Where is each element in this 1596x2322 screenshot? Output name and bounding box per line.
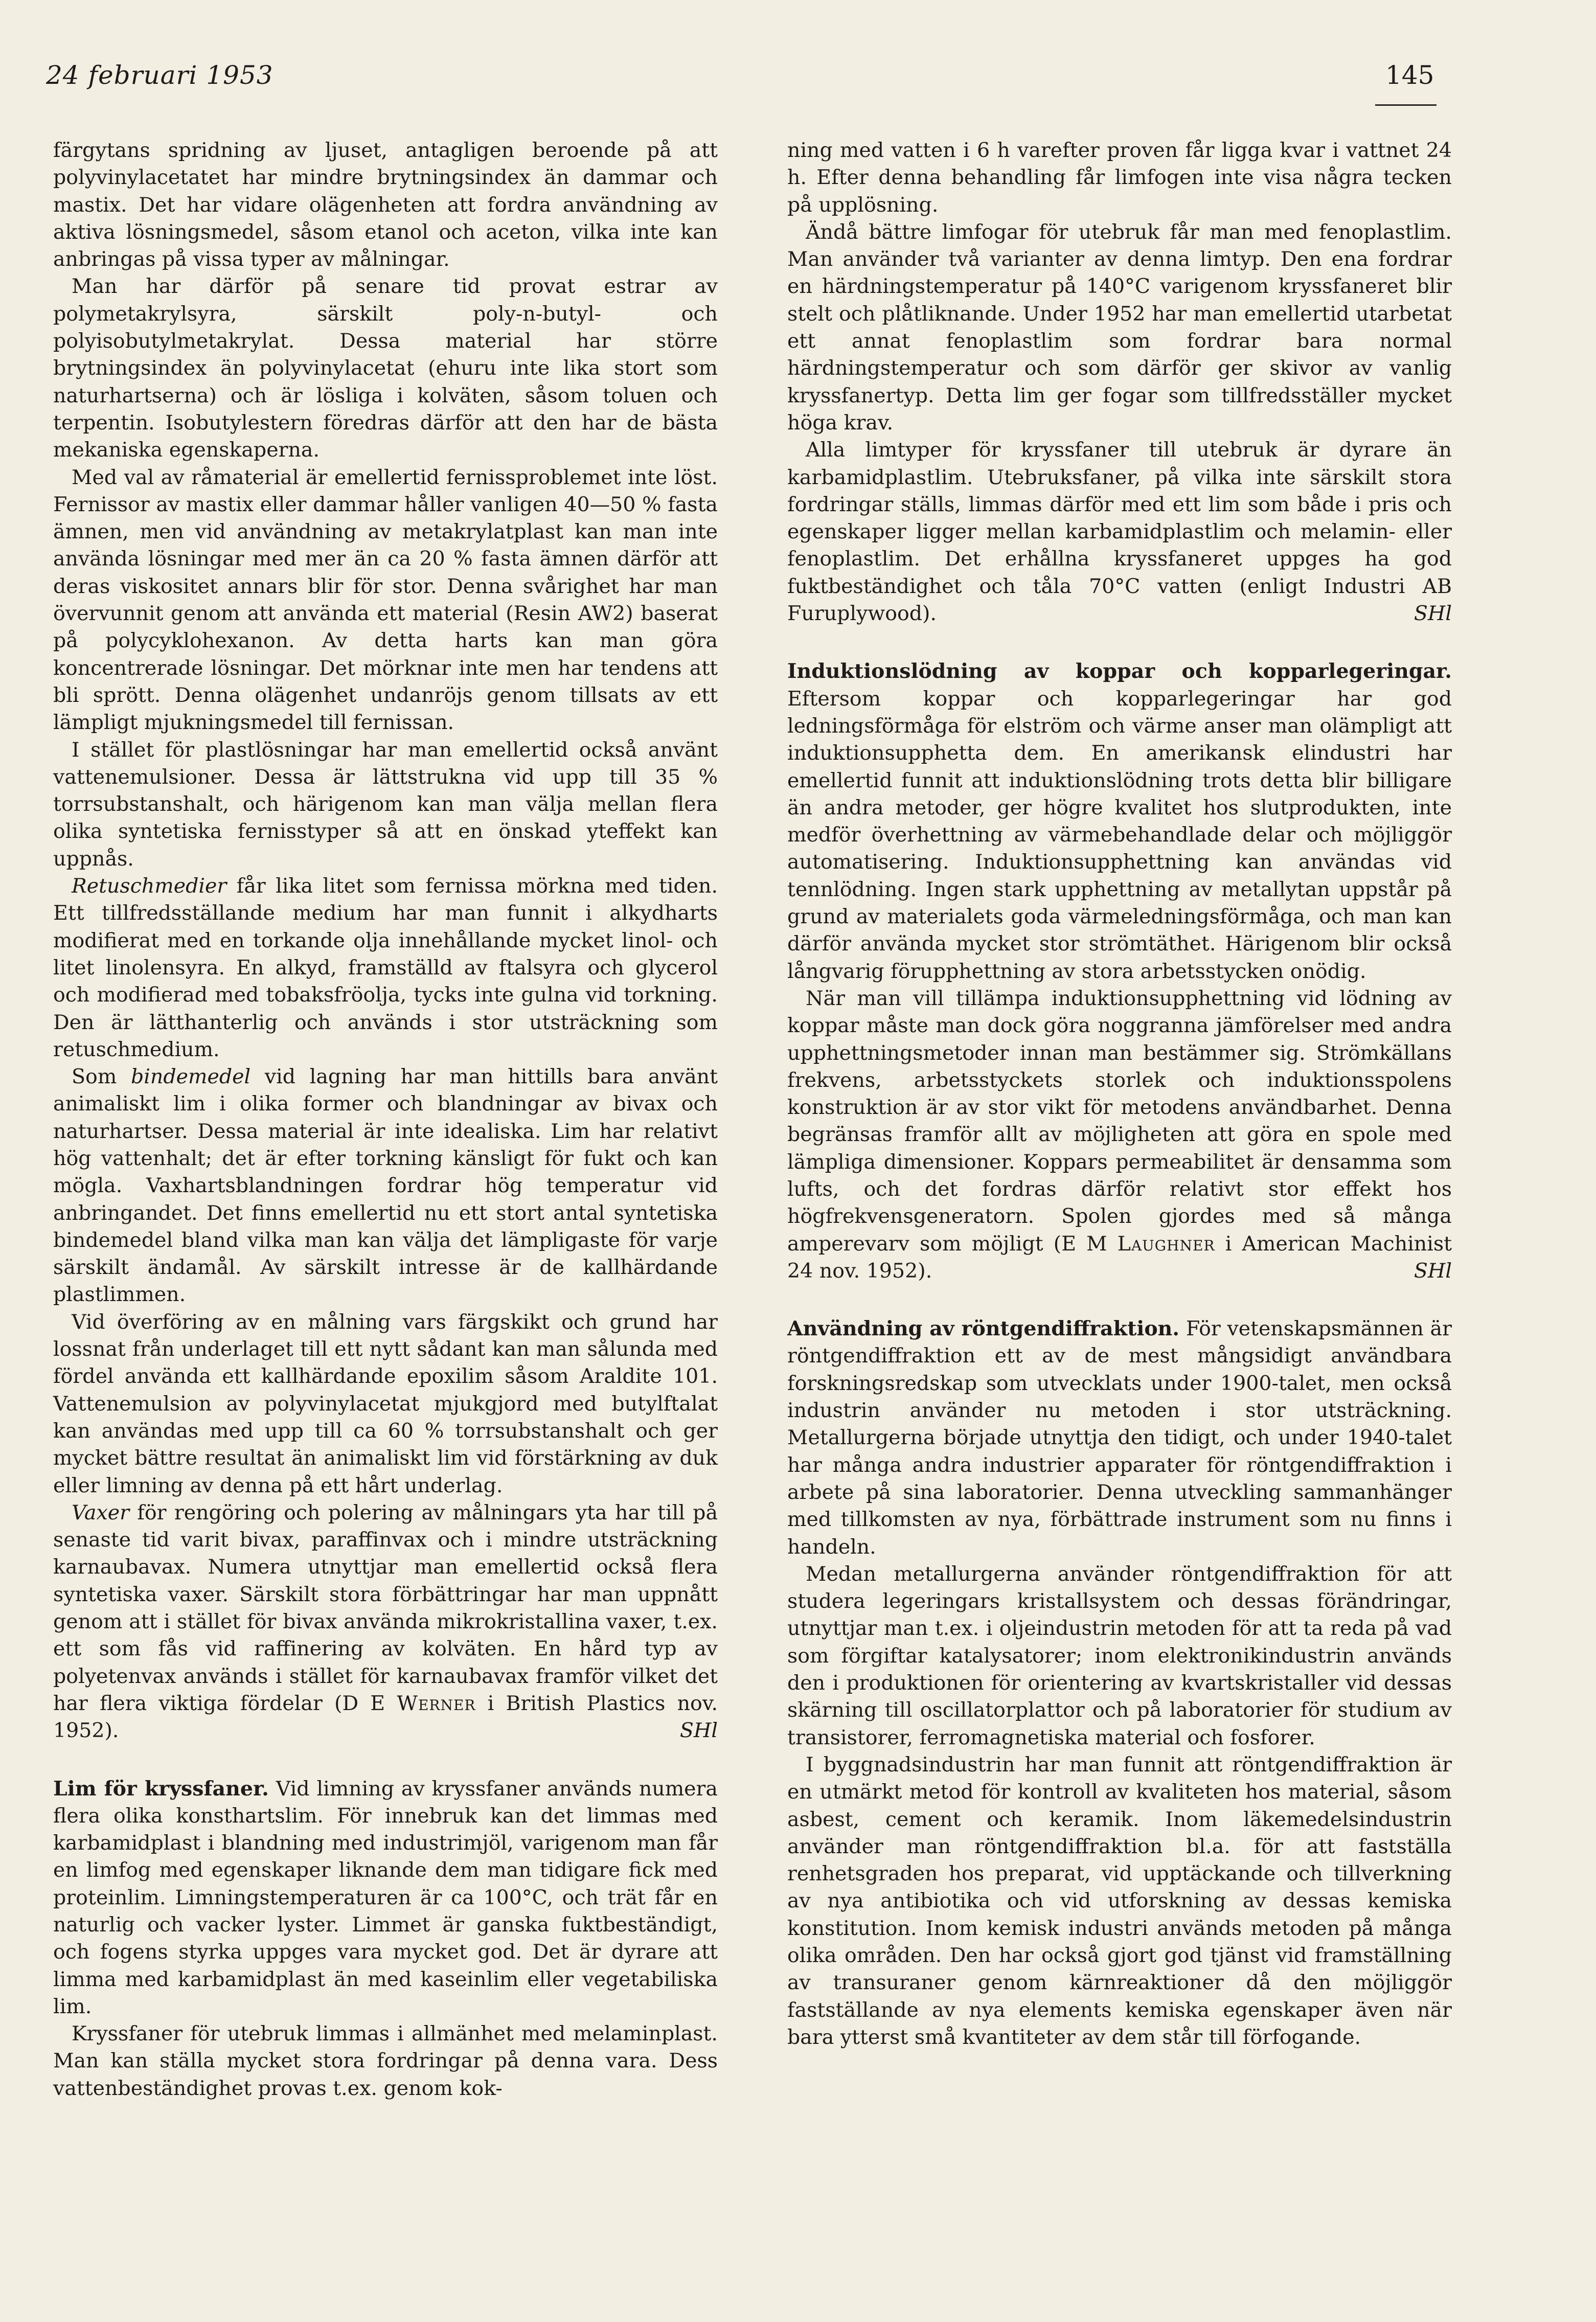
signature: SHl	[679, 1719, 718, 1743]
section-heading: Användning av röntgendiffraktion.	[787, 1317, 1180, 1341]
paragraph-text: för rengöring och polering av målningars yta har till på senaste tid varit bivax, paraffinvax och i mindre utsträckning karnaubavax. Numera utnyttjar man emellertid också flera syntetiska vaxer. Särskilt stora förbättringar har man uppnått genom att i stället för bivax använda mikrokristallina vaxer, t.ex. ett som fås vid raffinering av kolväten. En hård typ av polyetenvax används i stället för karnaubavax framför vilket det har flera viktiga fördelar (D E	[53, 1500, 718, 1715]
section-gap	[787, 627, 1452, 658]
author-name: Werner	[397, 1691, 476, 1715]
author-name: Laughner	[1117, 1232, 1215, 1256]
paragraph: färgytans spridning av ljuset, antagligen beroende på att polyvinylacetatet har mindre brytningsindex än dammar och mastix. Det har vidare olägenheten att fordra användning av aktiva lösningsmedel, såsom etanol och aceton, vilka inte kan anbringas på vissa typer av målningar.	[53, 139, 718, 271]
section-gap	[787, 1285, 1452, 1315]
paragraph: Man har därför på senare tid provat estrar av polymetakrylsyra, särskilt poly-n-butyl- och polyisobutylmetakrylat. Dessa material har större brytningsindex än polyvinylacetat (ehuru inte lika stort som naturhartserna) och är lösliga i kolväten, såsom toluen och terpentin. Isobutylestern föredras därför att den har de bästa mekaniska egenskaperna.	[53, 275, 718, 462]
term: Vaxer	[72, 1500, 129, 1524]
section-heading: Lim för kryssfaner.	[53, 1777, 269, 1801]
header-rule	[1375, 104, 1437, 106]
paragraph: I stället för plastlösningar har man emellertid också använt vattenemulsioner. Dessa är lättstrukna vid upp till 35 % torrsubstanshalt, och härigenom kan man välja mellan flera olika syntetiska fernisstyper så att en önskad yteffekt kan uppnås.	[53, 738, 718, 871]
paragraph	[787, 658, 1452, 985]
paragraph	[787, 437, 1452, 627]
paragraph: Kryssfaner för utebruk limmas i allmänhet med melaminplast. Man kan ställa mycket stora fordringar på denna vara. Dess vattenbeständighet provas t.ex. genom kok-	[53, 2022, 718, 2100]
paragraph-text: Som	[72, 1065, 131, 1089]
paragraph	[53, 873, 718, 1063]
paragraph: Medan metallurgerna använder röntgendiffraktion för att studera legeringars kristallsystem och dessas förändringar, utnyttjar man t.ex. i oljeindustrin metoden för att ta reda på vad som förgiftar katalysatorer; inom elektronikindustrin används den i produktionen för orientering av kvartskristaller vid dessas skärning till oscillatorplattor och på laboratorier för studium av transistorer, ferromagnetiska material och fosforer.	[787, 1562, 1452, 1749]
paragraph-text: För vetenskapsmännen är röntgendiffraktion ett av de mest mångsidigt användbara forskningsredskap som utvecklats under 1900-talet, men också industrin använder nu metoden i stor utsträckning. Metallurgerna började utnyttja den tidigt, och under 1940-talet har många andra industrier apparater för röntgendiffraktion i arbete på sina laboratorier. Denna utveckling sammanhänger med tillkomsten av nya, förbättrade instrument som nu finns i handeln.	[787, 1317, 1452, 1559]
left-column	[53, 137, 718, 2102]
right-column	[787, 137, 1452, 2051]
term: Retuschmedier	[72, 874, 227, 898]
section-gap	[53, 1745, 718, 1775]
signature: SHl	[1413, 1259, 1452, 1283]
term: bindemedel	[130, 1065, 251, 1089]
paragraph: Med val av råmaterial är emellertid fernissproblemet inte löst. Fernissor av mastix eller dammar håller vanligen 40—50 % fasta ämnen, men vid användning av metakrylatplast kan man inte använda lösningar med mer än ca 20 % fasta ämnen därför att deras viskositet annars blir för stor. Denna svårighet har man övervunnit genom att använda ett material (Resin AW2) baserat på polycyklohexanon. Av detta harts kan man göra koncentrerade lösningar. Det mörknar inte men har tendens att bli sprött. Denna olägenhet undanröjs genom tillsats av ett lämpligt mjukningsmedel till fernissan.	[53, 465, 718, 735]
paragraph-text: i British Plastics nov. 1952).	[53, 1691, 718, 1743]
paragraph	[787, 985, 1452, 1285]
signature: SHl	[1413, 602, 1452, 626]
paragraph-text: Alla limtyper för kryssfaner till utebruk är dyrare än karbamidplastlim. Utebruksfaner, på vilka inte särskilt stora fordringar ställs, limmas därför med ett lim som både i pris och egenskaper ligger mellan karbamidplastlim och melamin- eller fenoplastlim. Det erhållna kryssfaneret uppges ha god fuktbeständighet och tåla 70°C vatten (enligt Industri AB Furuplywood).	[787, 438, 1452, 626]
paragraph-text: får lika litet som fernissa mörkna med tiden. Ett tillfredsställande medium har man funnit i alkydharts modifierat med en torkande olja innehållande mycket linol- och litet linolensyra. En alkyd, framställd av ftalsyra och glycerol och modifierad med tobaksfröolja, tycks inte gulna vid torkning. Den är lätthanterlig och används i stor utsträckning som retuschmedium.	[53, 874, 718, 1061]
paragraph	[53, 1499, 718, 1745]
paragraph	[53, 1775, 718, 2021]
paragraph-text: i American Machinist 24 nov. 1952).	[787, 1232, 1452, 1283]
paragraph: Vid överföring av en målning vars färgskikt och grund har lossnat från underlaget till ett nytt sådant kan man sålunda med fördel använda ett kallhärdande epoxilim såsom Araldite 101. Vattenemulsion av polyvinylacetat mjukgjord med butylftalat kan användas med upp till ca 60 % torrsubstanshalt och ger mycket bättre resultat än animaliskt lim vid förstärkning av duk eller limning av denna på ett hårt underlag.	[53, 1310, 718, 1497]
paragraph-text: Eftersom koppar och kopparlegeringar har god ledningsförmåga för elström och värme anser man olämpligt att induktionsupphetta dem. En amerikansk elindustri har emellertid funnit att induktionslödning trots detta blir billigare än andra metoder, ger högre kvalitet hos slutprodukten, inte medför överhettning av värmebehandlade delar och möjliggör automatisering. Induktionsupphettning kan användas vid tennlödning. Ingen stark upphettning av metallytan uppstår på grund av materialets goda värmeledningsförmåga, och man kan därför använda mycket stor strömtäthet. Härigenom blir också långvarig förupphettning av stora arbetsstycken onödig.	[787, 687, 1452, 983]
paragraph-text: När man vill tillämpa induktionsupphettning vid lödning av koppar måste man dock göra noggranna jämförelser med andra upphettningsmetoder innan man bestämmer sig. Strömkällans frekvens, arbetsstyckets storlek och induktionsspolens konstruktion är av stor vikt för metodens användbarhet. Denna begränsas framför allt av möjligheten att göra en spole med lämpliga dimensioner. Koppars permeabilitet är densamma som lufts, och det fordras därför relativt stor effekt hos högfrekvensgeneratorn. Spolen gjordes med så många amperevarv som möjligt (E M	[787, 986, 1452, 1256]
paragraph: I byggnadsindustrin har man funnit att röntgendiffraktion är en utmärkt metod för kontroll av kvaliteten hos material, såsom asbest, cement och keramik. Inom läkemedelsindustrin använder man röntgendiffraktion bl.a. för att fastställa renhetsgraden hos preparat, vid upptäckande och tillverkning av nya antibiotika och vid utforskning av dessas kemiska konstitution. Inom kemisk industri används metoden på många olika områden. Den har också gjort god tjänst vid framställning av transuraner genom kärnreaktioner då den möjliggör fastställande av nya elements kemiska egenskaper även när bara ytterst små kvantiteter av dem står till förfogande.	[787, 1752, 1452, 2049]
header-date: 24 februari 1953	[46, 60, 273, 90]
paragraph: ning med vatten i 6 h varefter proven får ligga kvar i vattnet 24 h. Efter denna behandling får limfogen inte visa några tecken på upplösning.	[787, 139, 1452, 217]
paragraph-text: Vid limning av kryssfaner används numera flera olika konsthartslim. För innebruk kan det limmas med karbamidplast i blandning med industrimjöl, varigenom man får en limfog med egenskaper liknande dem man tidigare fick med proteinlim. Limningstemperaturen är ca 100°C, och trät får en naturlig och vacker lyster. Limmet är ganska fuktbeständigt, och fogens styrka uppges vara mycket god. Det är dyrare att limma med karbamidplast än med kaseinlim eller vegetabiliska lim.	[53, 1777, 718, 2018]
paragraph: Ändå bättre limfogar för utebruk får man med fenoplastlim. Man använder två varianter av denna limtyp. Den ena fordrar en härdningstemperatur på 140°C varigenom kryssfaneret blir stelt och plåtliknande. Under 1952 har man emellertid utarbetat ett annat fenoplastlim som fordrar bara normal härdningstemperatur och som därför ger skivor av vanlig kryssfanertyp. Detta lim ger fogar som tillfredsställer mycket höga krav.	[787, 220, 1452, 435]
paragraph	[53, 1063, 718, 1309]
page-number: 145	[1385, 60, 1434, 90]
paragraph	[787, 1315, 1452, 1561]
section-heading: Induktionslödning av koppar och kopparlegeringar.	[787, 659, 1452, 684]
paragraph-text: vid lagning har man hittills bara använt animaliskt lim i olika former och blandningar av bivax och naturhartser. Dessa material är inte idealiska. Lim har relativt hög vattenhalt; det är efter torkning känsligt för fukt och kan mögla. Vaxhartsblandningen fordrar hög temperatur vid anbringandet. Det finns emellertid nu ett stort antal syntetiska bindemedel bland vilka man kan välja det lämpligaste för varje särskilt ändamål. Av särskilt intresse är de kallhärdande plastlimmen.	[53, 1065, 718, 1307]
